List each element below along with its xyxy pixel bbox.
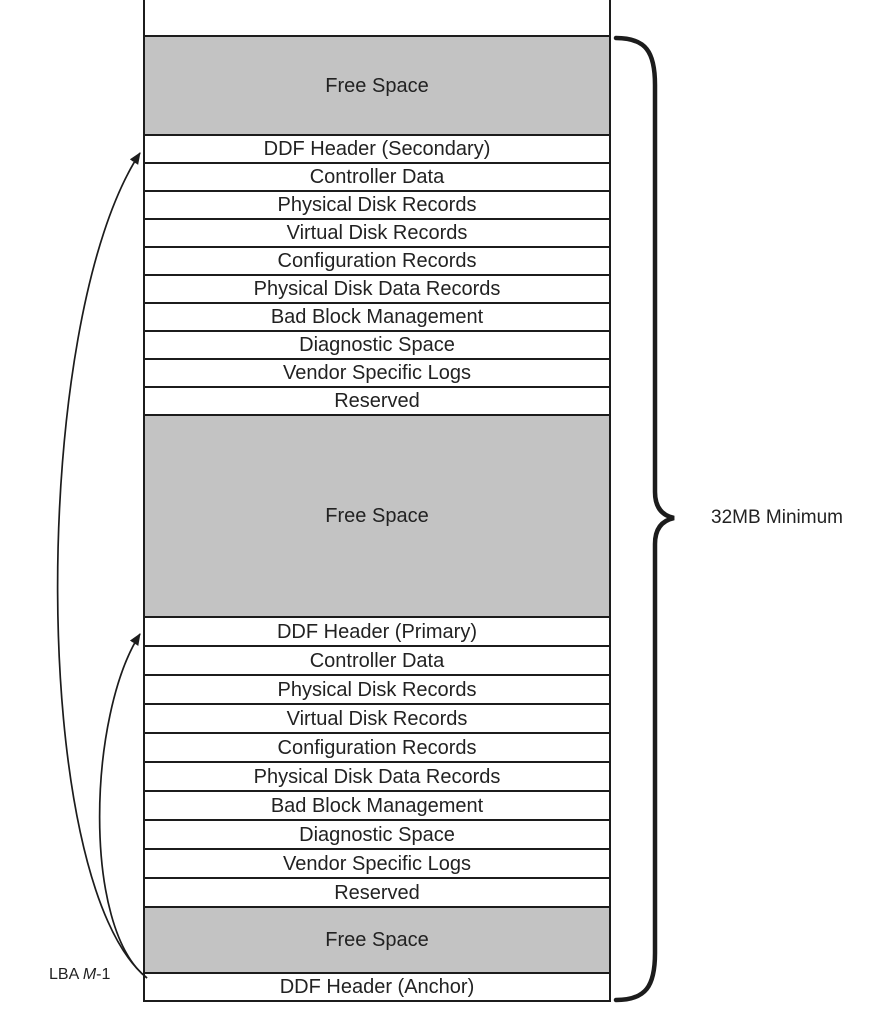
block-label: Virtual Disk Records (286, 707, 468, 730)
block-virtual-disk-records-primary (143, 703, 611, 734)
block-vendor-specific-logs-primary (143, 848, 611, 879)
block-label: Free Space (325, 505, 429, 527)
block-reserved-primary (143, 877, 611, 908)
block-label: Physical Disk Data Records (253, 765, 501, 788)
block-reserved-secondary (143, 386, 611, 416)
block-label: Reserved (334, 390, 420, 412)
block-physical-disk-records-secondary (143, 190, 611, 220)
block-vendor-specific-logs-secondary (143, 358, 611, 388)
lba-label-suffix: -1 (96, 966, 111, 983)
block-ddf-header-primary (143, 616, 611, 647)
block-label: DDF Header (Primary) (276, 620, 478, 643)
block-label: Physical Disk Records (277, 194, 477, 216)
block-label: Vendor Specific Logs (283, 362, 471, 384)
lba-label-m: M (82, 966, 97, 983)
block-label: Physical Disk Records (277, 678, 477, 701)
block-configuration-records-primary (143, 732, 611, 763)
block-label: Free Space (325, 929, 429, 951)
anchor-to-primary-arrow (100, 634, 147, 978)
lba-m-1-label (49, 966, 110, 984)
block-bad-block-management-secondary (143, 302, 611, 332)
block-label: Configuration Records (277, 250, 477, 272)
block-label: Configuration Records (277, 736, 477, 759)
block-label: Vendor Specific Logs (283, 852, 471, 875)
block-label: Bad Block Management (270, 794, 484, 817)
disk-continuation-area (143, 0, 611, 37)
brace-32mb-icon (616, 38, 674, 1000)
block-label: Controller Data (309, 166, 445, 188)
block-physical-disk-records-primary (143, 674, 611, 705)
block-label: Controller Data (309, 649, 445, 672)
brace-label: 32MB Minimum (711, 507, 843, 528)
block-free-space-middle (143, 414, 611, 618)
block-physical-disk-data-records-secondary (143, 274, 611, 304)
block-label: DDF Header (Anchor) (279, 976, 475, 998)
block-virtual-disk-records-secondary (143, 218, 611, 248)
block-controller-data-primary (143, 645, 611, 676)
block-label: Diagnostic Space (299, 823, 455, 846)
block-configuration-records-secondary (143, 246, 611, 276)
block-label: Reserved (334, 881, 420, 904)
block-label: DDF Header (Secondary) (263, 138, 491, 160)
block-physical-disk-data-records-primary (143, 761, 611, 792)
block-ddf-header-anchor (143, 972, 611, 1002)
block-free-space-bottom (143, 906, 611, 974)
block-ddf-header-secondary (143, 134, 611, 164)
block-label: Virtual Disk Records (286, 222, 468, 244)
block-label: Diagnostic Space (299, 334, 455, 356)
block-bad-block-management-primary (143, 790, 611, 821)
block-diagnostic-space-secondary (143, 330, 611, 360)
block-free-space-top (143, 35, 611, 136)
block-controller-data-secondary (143, 162, 611, 192)
block-label: Bad Block Management (270, 306, 484, 328)
block-label: Physical Disk Data Records (253, 278, 501, 300)
block-diagnostic-space-primary (143, 819, 611, 850)
lba-label-prefix: LBA (49, 966, 83, 983)
anchor-to-secondary-arrow (58, 153, 147, 978)
block-label: Free Space (325, 74, 429, 97)
